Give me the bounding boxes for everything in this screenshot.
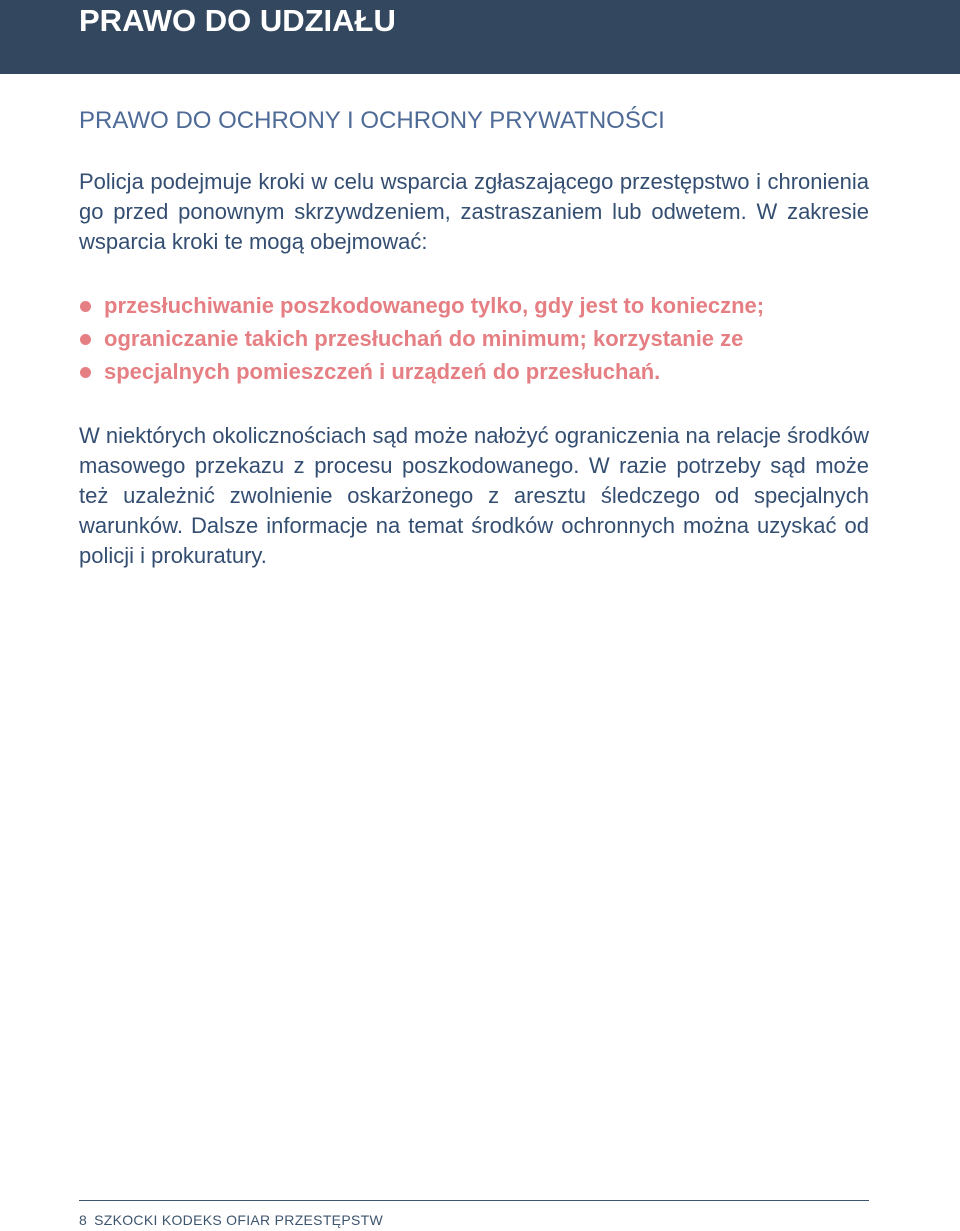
- list-item: [79, 322, 869, 355]
- page-header-title: PRAWO DO UDZIAŁU: [79, 3, 396, 38]
- page-number: 8: [79, 1212, 88, 1228]
- bullet-text: specjalnych pomieszczeń i urządzeń do przesłuchań.: [104, 359, 661, 384]
- bullet-dot-icon: [80, 301, 91, 312]
- page-footer: [79, 1212, 383, 1228]
- list-item: [79, 289, 869, 322]
- bullet-dot-icon: [80, 367, 91, 378]
- bullet-text: ograniczanie takich przesłuchań do minimum; korzystanie ze: [104, 326, 744, 351]
- intro-paragraph: Policja podejmuje kroki w celu wsparcia zgłaszającego przestępstwo i chronienia go przed ponownym skrzywdzeniem, zastraszaniem lub odwetem. W zakresie wsparcia kroki te mogą obejmować:: [79, 169, 869, 254]
- bullet-text: przesłuchiwanie poszkodowanego tylko, gdy jest to konieczne;: [104, 293, 765, 318]
- publication-title: SZKOCKI KODEKS OFIAR PRZESTĘPSTW: [94, 1212, 383, 1228]
- bullet-list: [79, 289, 869, 388]
- page-header-bar: [0, 0, 960, 74]
- body-paragraph: W niektórych okolicznościach sąd może nałożyć ograniczenia na relacje środków masowego przekazu z procesu poszkodowanego. W razie potrzeby sąd może też uzależnić zwolnienie oskarżonego z aresztu śledczego od specjalnych warunków. Dalsze informacje na temat środków ochronnych można uzyskać od policji i prokuratury.: [79, 423, 869, 568]
- footer-divider: [79, 1200, 869, 1201]
- bullet-dot-icon: [80, 334, 91, 345]
- list-item: [79, 355, 869, 388]
- section-title: PRAWO DO OCHRONY I OCHRONY PRYWATNOŚCI: [79, 107, 665, 134]
